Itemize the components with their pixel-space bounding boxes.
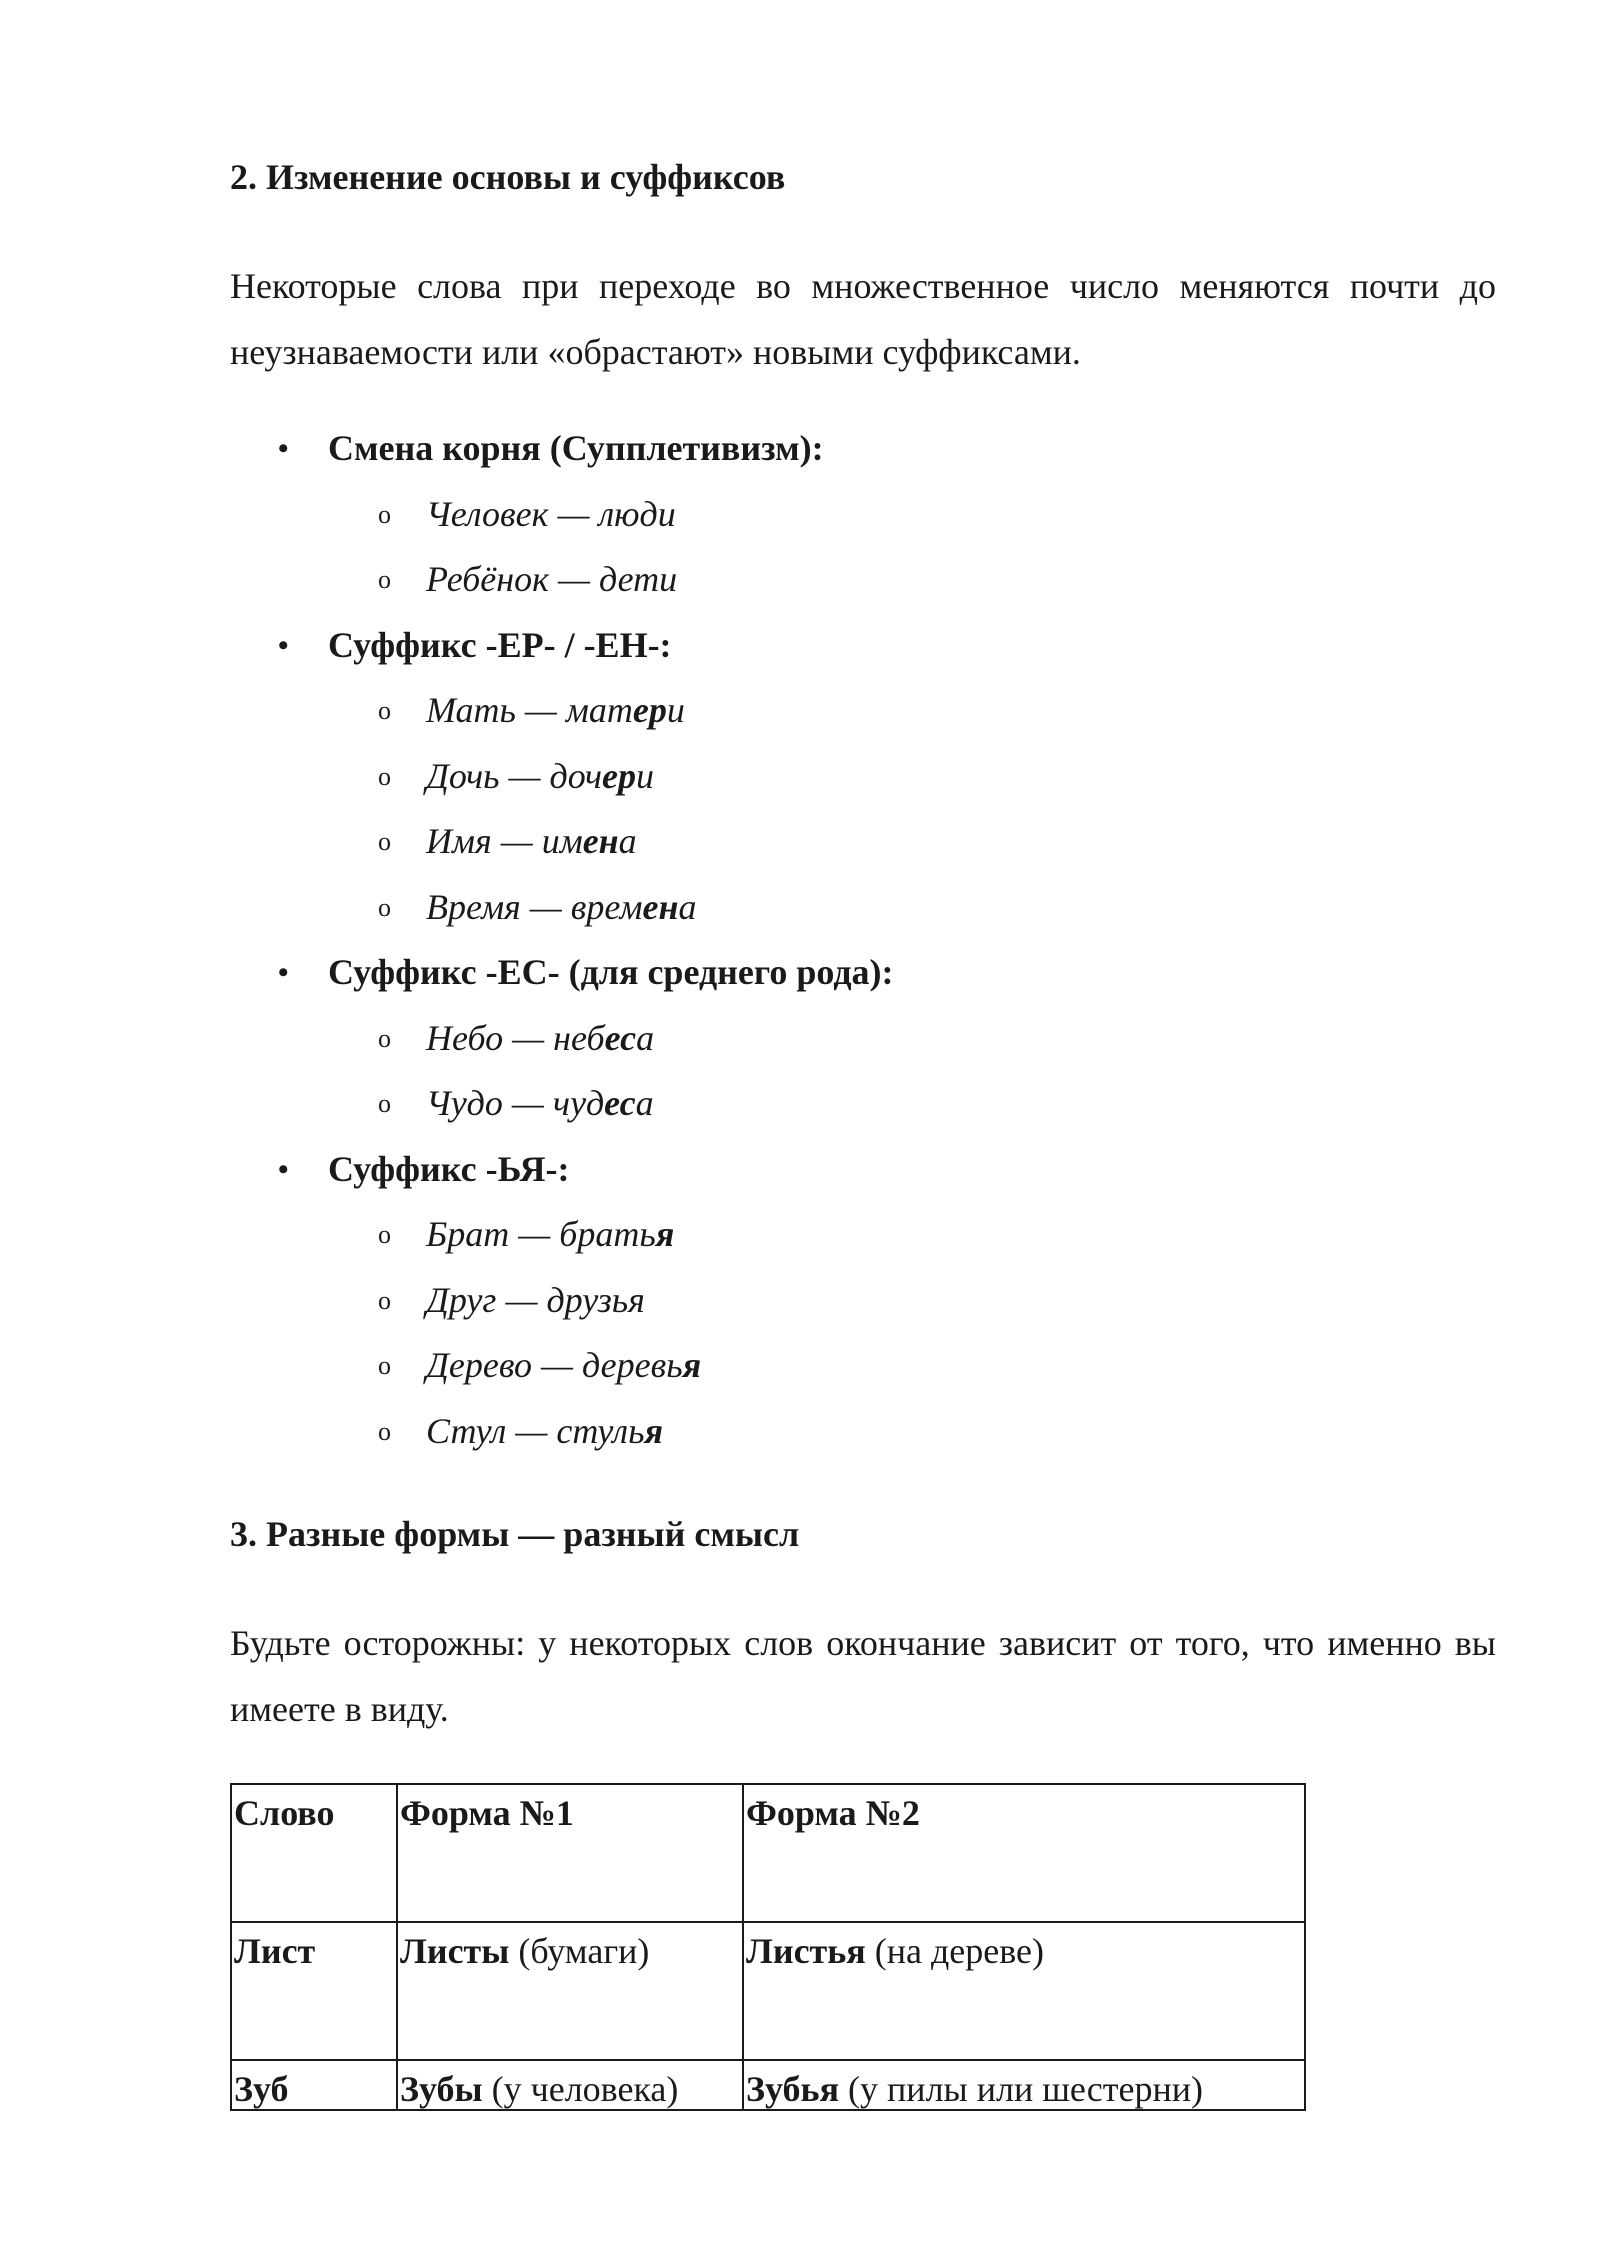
example-list — [328, 482, 1496, 613]
example-text: Стул — стуль — [426, 1410, 645, 1451]
table-cell-word: Лист — [231, 1922, 397, 2060]
example-item — [328, 875, 1496, 941]
group-item — [230, 940, 1496, 1137]
bullet-marker: • — [278, 628, 289, 662]
group-title-row — [278, 1137, 1496, 1203]
table-row — [231, 1922, 1305, 2060]
suffix-highlight: ер — [632, 690, 667, 730]
example-text: Небо — неб — [426, 1017, 605, 1058]
table-header-cell: Форма №2 — [743, 1784, 1305, 1922]
example-text: Брат — брать — [426, 1214, 656, 1254]
suffix-group-list — [230, 416, 1496, 1464]
group-title-row — [278, 613, 1496, 679]
group-item — [230, 613, 1496, 941]
section-2-intro: Некоторые слова при переходе во множественное число меняются почти до неузнаваемости или «обрастают» новыми суффиксами. — [230, 266, 1496, 372]
suffix-highlight: ен — [642, 886, 679, 927]
section-3-intro: Будьте осторожны: у некоторых слов окончание зависит от того, что именно вы имеете в виду. — [230, 1623, 1496, 1729]
example-item — [328, 678, 1496, 744]
example-item — [328, 1399, 1496, 1465]
suffix-highlight: ес — [604, 1083, 636, 1123]
example-text: Дерево — деревь — [426, 1345, 683, 1385]
example-list — [328, 1202, 1496, 1464]
example-text: Чудо — чуд — [426, 1083, 605, 1123]
bullet-marker: • — [278, 956, 289, 989]
example-ending: а — [678, 886, 697, 927]
example-text: Имя — им — [426, 821, 583, 861]
sub-marker: o — [378, 1023, 391, 1053]
example-text: Человек — люди — [426, 493, 676, 534]
group-item — [230, 1137, 1496, 1465]
sub-marker: o — [378, 892, 391, 922]
example-item — [328, 1202, 1496, 1268]
sub-marker: o — [378, 1416, 391, 1446]
sub-marker: o — [378, 1285, 391, 1315]
group-title: Смена корня (Супплетивизм): — [328, 428, 824, 468]
table-header-cell: Форма №1 — [397, 1784, 743, 1922]
example-item — [328, 744, 1496, 810]
sub-marker: o — [378, 827, 391, 856]
example-ending: и — [635, 755, 654, 796]
table-cell-form1: Листы (бумаги) — [397, 1922, 743, 2060]
section-3-heading: 3. Разные формы — разный смысл — [230, 1514, 800, 1554]
table-header-row — [231, 1784, 1305, 1922]
example-ending: а — [635, 1083, 654, 1123]
word-forms-table — [230, 1783, 1306, 2111]
example-item — [328, 1268, 1496, 1334]
group-title: Суффикс -ЕР- / -ЕН-: — [328, 624, 672, 665]
group-title-row — [278, 416, 1496, 482]
sub-marker: o — [378, 761, 391, 791]
bullet-marker: • — [278, 1152, 289, 1186]
section-2-heading: 2. Изменение основы и суффиксов — [230, 157, 786, 197]
example-item — [328, 1071, 1496, 1137]
bullet-marker: • — [278, 432, 289, 465]
table-cell-word: Зуб — [231, 2060, 397, 2110]
example-item — [328, 547, 1496, 613]
example-item — [328, 1333, 1496, 1399]
example-text: Друг — друзья — [426, 1279, 645, 1320]
example-text: Ребёнок — дети — [426, 559, 678, 599]
table-cell-form2: Листья (на дереве) — [743, 1922, 1305, 2060]
table-cell-form1: Зубы (у человека) — [397, 2060, 743, 2110]
example-item — [328, 809, 1496, 875]
example-list — [328, 1006, 1496, 1137]
sub-marker: o — [378, 565, 391, 594]
sub-marker: o — [378, 696, 391, 725]
suffix-highlight: ес — [604, 1017, 637, 1058]
example-text: Мать — мат — [426, 690, 633, 730]
table-row — [231, 2060, 1305, 2110]
sub-marker: o — [378, 1089, 391, 1118]
example-list — [328, 678, 1496, 940]
suffix-highlight: ер — [602, 755, 636, 796]
suffix-highlight: я — [682, 1345, 702, 1385]
sub-marker: o — [378, 499, 391, 529]
suffix-highlight: я — [644, 1410, 664, 1451]
group-title-row — [278, 940, 1496, 1006]
group-title: Суффикс -ЬЯ-: — [328, 1148, 570, 1189]
sub-marker: o — [378, 1351, 391, 1380]
group-title: Суффикс -ЕС- (для среднего рода): — [328, 952, 894, 992]
sub-marker: o — [378, 1220, 391, 1249]
table-header-cell: Слово — [231, 1784, 397, 1922]
example-ending: и — [666, 690, 685, 730]
example-text: Время — врем — [426, 886, 643, 927]
example-item — [328, 482, 1496, 548]
table-cell-form2: Зубья (у пилы или шестерни) — [743, 2060, 1305, 2110]
example-ending: а — [636, 1017, 655, 1058]
suffix-highlight: ен — [582, 821, 619, 861]
example-text: Дочь — доч — [426, 755, 602, 796]
example-ending: а — [618, 821, 637, 861]
suffix-highlight: я — [655, 1214, 675, 1254]
example-item — [328, 1006, 1496, 1072]
group-item — [230, 416, 1496, 613]
